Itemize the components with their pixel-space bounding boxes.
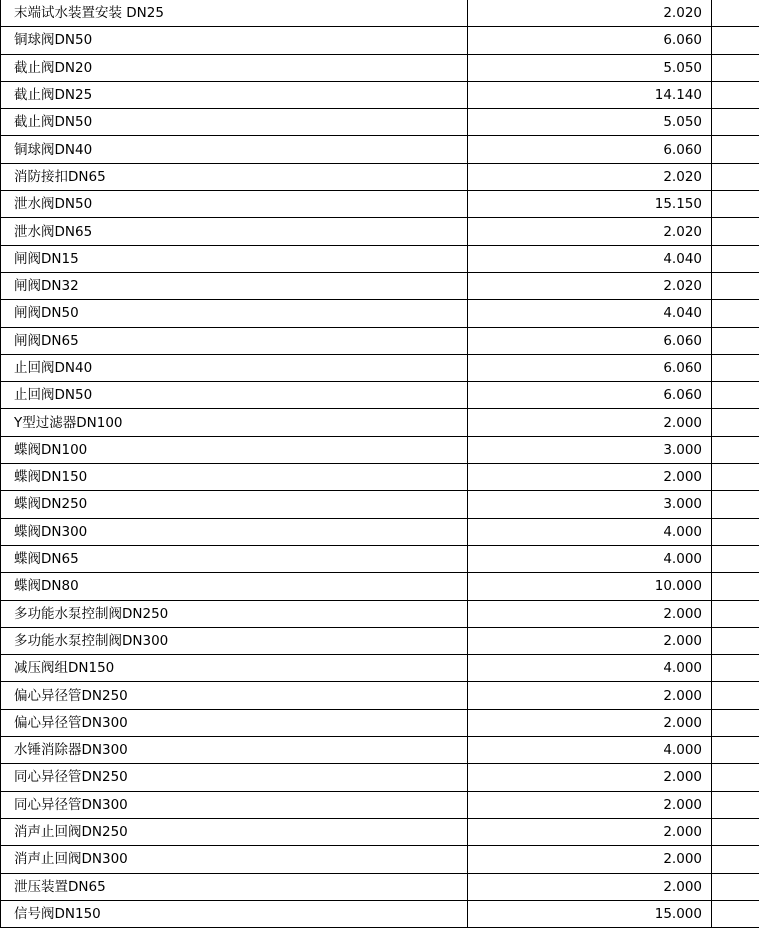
item-name-cell[interactable]: 蝶阀DN150 (1, 464, 468, 491)
quantity-cell[interactable]: 2.020 (468, 218, 712, 245)
empty-cell[interactable] (712, 573, 759, 600)
empty-cell[interactable] (712, 846, 759, 873)
empty-cell[interactable] (712, 627, 759, 654)
empty-cell[interactable] (712, 54, 759, 81)
table-row (1, 791, 759, 818)
item-name-cell[interactable]: Y型过滤器DN100 (1, 409, 468, 436)
quantity-cell[interactable]: 6.060 (468, 327, 712, 354)
table-row (1, 873, 759, 900)
item-name-cell[interactable]: 闸阀DN50 (1, 300, 468, 327)
quantity-cell[interactable]: 15.000 (468, 900, 712, 927)
item-name-cell[interactable]: 截止阀DN20 (1, 54, 468, 81)
empty-cell[interactable] (712, 109, 759, 136)
quantity-cell[interactable]: 5.050 (468, 109, 712, 136)
empty-cell[interactable] (712, 382, 759, 409)
quantity-cell[interactable]: 2.000 (468, 846, 712, 873)
empty-cell[interactable] (712, 791, 759, 818)
table-row (1, 764, 759, 791)
item-name-cell[interactable]: 闸阀DN65 (1, 327, 468, 354)
table-row (1, 464, 759, 491)
quantity-cell[interactable]: 3.000 (468, 491, 712, 518)
quantity-cell[interactable]: 2.000 (468, 764, 712, 791)
table-row (1, 218, 759, 245)
empty-cell[interactable] (712, 682, 759, 709)
item-name-cell[interactable]: 泄水阀DN65 (1, 218, 468, 245)
quantity-cell[interactable]: 2.020 (468, 0, 712, 27)
item-name-cell[interactable]: 截止阀DN50 (1, 109, 468, 136)
table-row (1, 163, 759, 190)
quantity-cell[interactable]: 2.000 (468, 709, 712, 736)
table-row (1, 655, 759, 682)
item-name-cell[interactable]: 蝶阀DN250 (1, 491, 468, 518)
table-row (1, 81, 759, 108)
quantity-cell[interactable]: 5.050 (468, 54, 712, 81)
table-row (1, 0, 759, 27)
quantity-cell[interactable]: 4.000 (468, 518, 712, 545)
table-row (1, 54, 759, 81)
table-row (1, 573, 759, 600)
item-name-cell[interactable]: 同心异径管DN300 (1, 791, 468, 818)
quantity-cell[interactable]: 10.000 (468, 573, 712, 600)
empty-cell[interactable] (712, 491, 759, 518)
empty-cell[interactable] (712, 300, 759, 327)
table-row (1, 627, 759, 654)
item-name-cell[interactable]: 蝶阀DN100 (1, 436, 468, 463)
item-name-cell[interactable]: 消声止回阀DN300 (1, 846, 468, 873)
table-body (1, 0, 759, 928)
item-name-cell[interactable]: 多功能水泵控制阀DN250 (1, 600, 468, 627)
table-row (1, 382, 759, 409)
empty-cell[interactable] (712, 245, 759, 272)
empty-cell[interactable] (712, 518, 759, 545)
empty-cell[interactable] (712, 545, 759, 572)
table-row (1, 600, 759, 627)
table-row (1, 737, 759, 764)
table-row (1, 300, 759, 327)
quantity-cell[interactable]: 6.060 (468, 354, 712, 381)
empty-cell[interactable] (712, 218, 759, 245)
empty-cell[interactable] (712, 600, 759, 627)
quantity-cell[interactable]: 3.000 (468, 436, 712, 463)
empty-cell[interactable] (712, 737, 759, 764)
item-name-cell[interactable]: 末端试水装置安装 DN25 (1, 0, 468, 27)
quantity-cell[interactable]: 6.060 (468, 27, 712, 54)
quantity-cell[interactable]: 14.140 (468, 81, 712, 108)
quantity-cell[interactable]: 2.000 (468, 873, 712, 900)
empty-cell[interactable] (712, 27, 759, 54)
empty-cell[interactable] (712, 464, 759, 491)
quantity-cell[interactable]: 2.000 (468, 791, 712, 818)
item-name-cell[interactable]: 多功能水泵控制阀DN300 (1, 627, 468, 654)
table-row (1, 327, 759, 354)
quantity-cell[interactable]: 2.000 (468, 600, 712, 627)
empty-cell[interactable] (712, 191, 759, 218)
empty-cell[interactable] (712, 136, 759, 163)
table-row (1, 818, 759, 845)
empty-cell[interactable] (712, 436, 759, 463)
quantity-cell[interactable]: 2.000 (468, 682, 712, 709)
empty-cell[interactable] (712, 409, 759, 436)
item-name-cell[interactable]: 铜球阀DN50 (1, 27, 468, 54)
empty-cell[interactable] (712, 81, 759, 108)
item-name-cell[interactable]: 偏心异径管DN300 (1, 709, 468, 736)
table-row (1, 846, 759, 873)
quantity-cell[interactable]: 2.020 (468, 272, 712, 299)
item-name-cell[interactable]: 泄压装置DN65 (1, 873, 468, 900)
item-name-cell[interactable]: 水锤消除器DN300 (1, 737, 468, 764)
item-name-cell[interactable]: 截止阀DN25 (1, 81, 468, 108)
quantity-cell[interactable]: 4.040 (468, 300, 712, 327)
table-row (1, 545, 759, 572)
table-row (1, 436, 759, 463)
table-row (1, 136, 759, 163)
quantity-cell[interactable]: 4.000 (468, 545, 712, 572)
table-row (1, 245, 759, 272)
quantity-cell[interactable]: 6.060 (468, 382, 712, 409)
item-name-cell[interactable]: 蝶阀DN80 (1, 573, 468, 600)
item-name-cell[interactable]: 铜球阀DN40 (1, 136, 468, 163)
table-row (1, 709, 759, 736)
empty-cell[interactable] (712, 272, 759, 299)
quantity-cell[interactable]: 6.060 (468, 136, 712, 163)
empty-cell[interactable] (712, 0, 759, 27)
quantity-cell[interactable]: 2.000 (468, 409, 712, 436)
item-name-cell[interactable]: 消声止回阀DN250 (1, 818, 468, 845)
quantity-cell[interactable]: 2.000 (468, 464, 712, 491)
empty-cell[interactable] (712, 655, 759, 682)
table-row (1, 518, 759, 545)
table-row (1, 272, 759, 299)
quantity-cell[interactable]: 2.020 (468, 163, 712, 190)
table-row (1, 354, 759, 381)
empty-cell[interactable] (712, 327, 759, 354)
empty-cell[interactable] (712, 354, 759, 381)
empty-cell[interactable] (712, 709, 759, 736)
table-row (1, 191, 759, 218)
quantity-cell[interactable]: 2.000 (468, 818, 712, 845)
empty-cell[interactable] (712, 163, 759, 190)
empty-cell[interactable] (712, 873, 759, 900)
item-name-cell[interactable]: 蝶阀DN300 (1, 518, 468, 545)
table-row (1, 409, 759, 436)
quantity-cell[interactable]: 4.000 (468, 655, 712, 682)
item-name-cell[interactable]: 闸阀DN15 (1, 245, 468, 272)
item-name-cell[interactable]: 蝶阀DN65 (1, 545, 468, 572)
table-row (1, 900, 759, 927)
empty-cell[interactable] (712, 764, 759, 791)
item-name-cell[interactable]: 闸阀DN32 (1, 272, 468, 299)
quantity-cell[interactable]: 15.150 (468, 191, 712, 218)
quantity-cell[interactable]: 2.000 (468, 627, 712, 654)
item-name-cell[interactable]: 消防接扣DN65 (1, 163, 468, 190)
item-name-cell[interactable]: 同心异径管DN250 (1, 764, 468, 791)
table-row (1, 491, 759, 518)
table-row (1, 682, 759, 709)
item-name-cell[interactable]: 止回阀DN40 (1, 354, 468, 381)
table-row (1, 27, 759, 54)
item-name-cell[interactable]: 信号阀DN150 (1, 900, 468, 927)
empty-cell[interactable] (712, 818, 759, 845)
item-name-cell[interactable]: 泄水阀DN50 (1, 191, 468, 218)
table-row (1, 109, 759, 136)
item-name-cell[interactable]: 减压阀组DN150 (1, 655, 468, 682)
quantity-cell[interactable]: 4.000 (468, 737, 712, 764)
empty-cell[interactable] (712, 900, 759, 927)
item-name-cell[interactable]: 止回阀DN50 (1, 382, 468, 409)
quantity-cell[interactable]: 4.040 (468, 245, 712, 272)
item-name-cell[interactable]: 偏心异径管DN250 (1, 682, 468, 709)
